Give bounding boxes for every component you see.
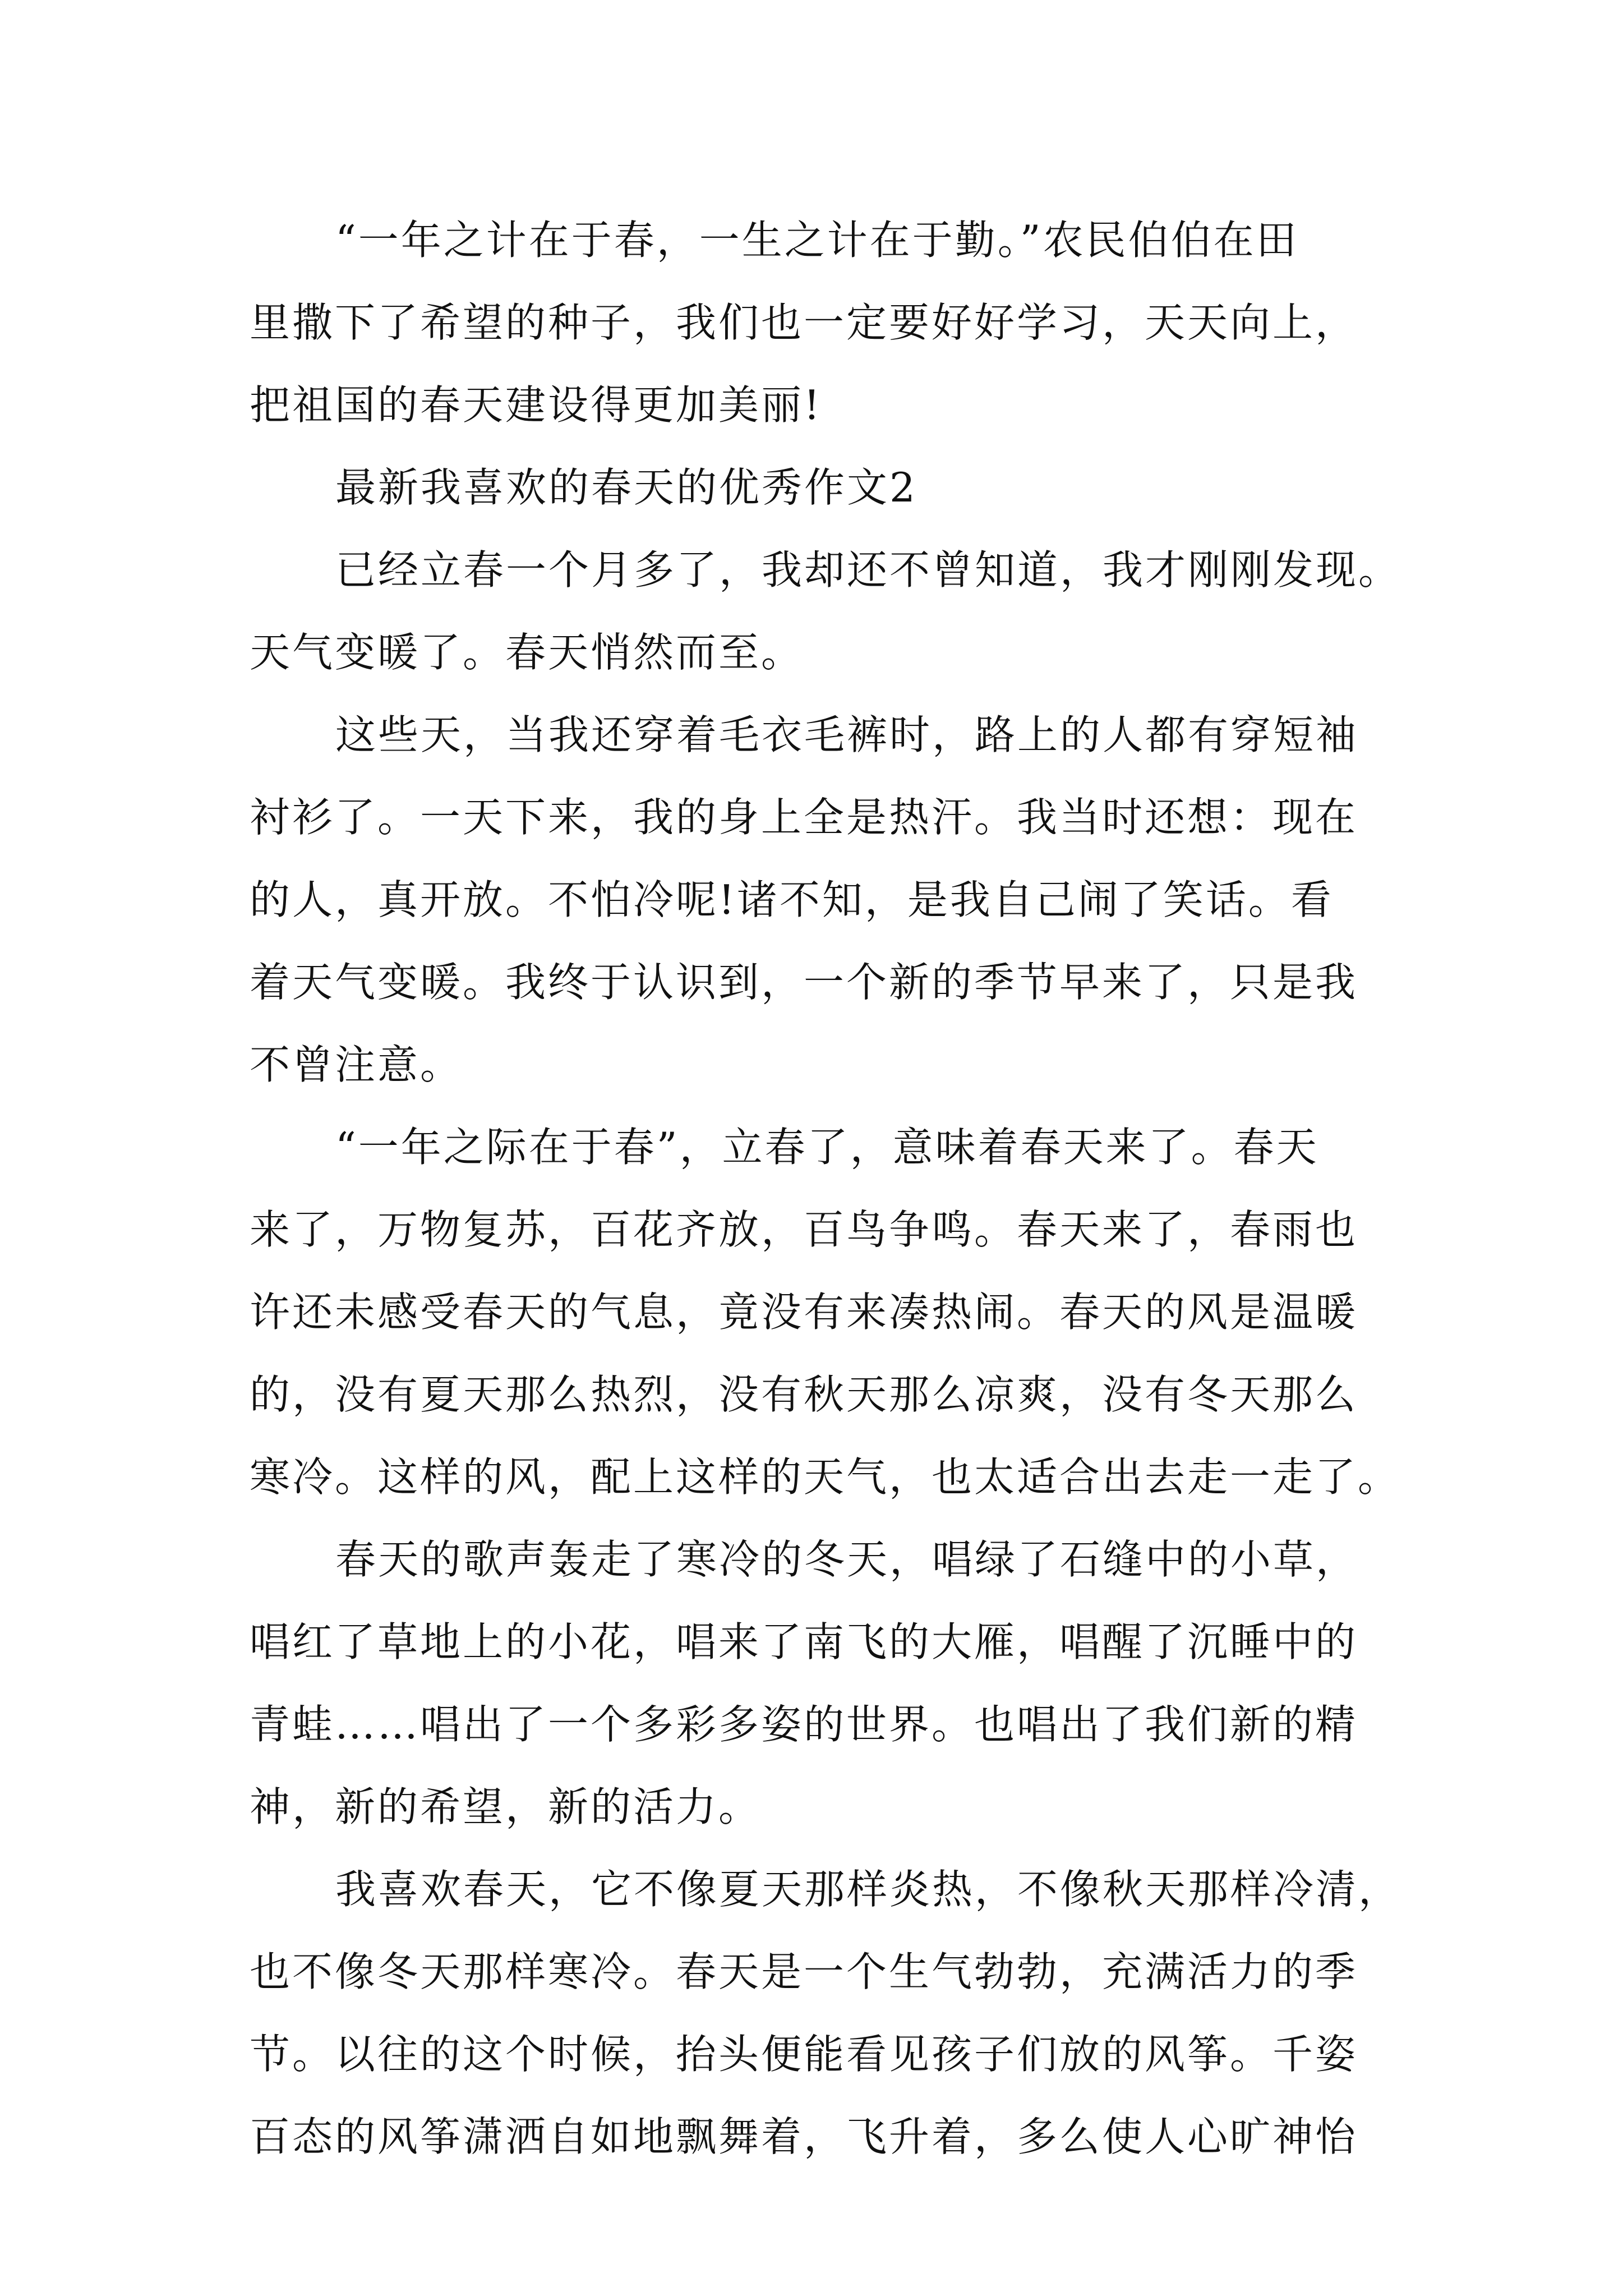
- text-line: 这些天，当我还穿着毛衣毛裤时，路上的人都有穿短袖: [335, 711, 1359, 758]
- text-line: 唱红了草地上的小花，唱来了南飞的大雁，唱醒了沉睡中的: [250, 1618, 1358, 1665]
- text-line: 的人，真开放。不怕冷呢!诸不知，是我自己闹了笑话。看: [250, 876, 1334, 923]
- text-line: 的，没有夏天那么热烈，没有秋天那么凉爽，没有冬天那么: [250, 1371, 1358, 1418]
- text-line: “一年之计在于春，一生之计在于勤。”农民伯伯在田: [335, 217, 1299, 264]
- text-line: 里撒下了希望的种子，我们也一定要好好学习，天天向上，: [250, 299, 1358, 346]
- text-line: 寒冷。这样的风，配上这样的天气，也太适合出去走一走了。: [250, 1453, 1401, 1501]
- section-heading: 最新我喜欢的春天的优秀作文2: [335, 464, 917, 511]
- text-line: 青蛙……唱出了一个多彩多姿的世界。也唱出了我们新的精: [250, 1701, 1358, 1748]
- text-line: 许还未感受春天的气息，竟没有来凑热闹。春天的风是温暖: [250, 1289, 1358, 1336]
- text-line: 不曾注意。: [250, 1041, 463, 1088]
- text-line: 节。以往的这个时候，抬头便能看见孩子们放的风筝。千姿: [250, 2031, 1358, 2078]
- text-line: 衬衫了。一天下来，我的身上全是热汗。我当时还想：现在: [250, 794, 1358, 841]
- text-line: 把祖国的春天建设得更加美丽!: [250, 381, 822, 429]
- text-line: 来了，万物复苏，百花齐放，百鸟争鸣。春天来了，春雨也: [250, 1206, 1358, 1253]
- text-line: 神，新的希望，新的活力。: [250, 1783, 762, 1830]
- text-line: “一年之际在于春”，立春了，意味着春天来了。春天: [335, 1124, 1319, 1171]
- text-line: 我喜欢春天，它不像夏天那样炎热，不像秋天那样冷清，: [335, 1866, 1401, 1913]
- text-line: 也不像冬天那样寒冷。春天是一个生气勃勃，充满活力的季: [250, 1948, 1358, 1995]
- text-line: 春天的歌声轰走了寒冷的冬天，唱绿了石缝中的小草，: [335, 1536, 1359, 1583]
- text-line: 百态的风筝潇洒自如地飘舞着，飞升着，多么使人心旷神怡: [250, 2113, 1358, 2160]
- text-line: 已经立春一个月多了，我却还不曾知道，我才刚刚发现。: [335, 546, 1401, 593]
- text-line: 天气变暖了。春天悄然而至。: [250, 629, 804, 676]
- text-line: 着天气变暖。我终于认识到，一个新的季节早来了，只是我: [250, 959, 1358, 1006]
